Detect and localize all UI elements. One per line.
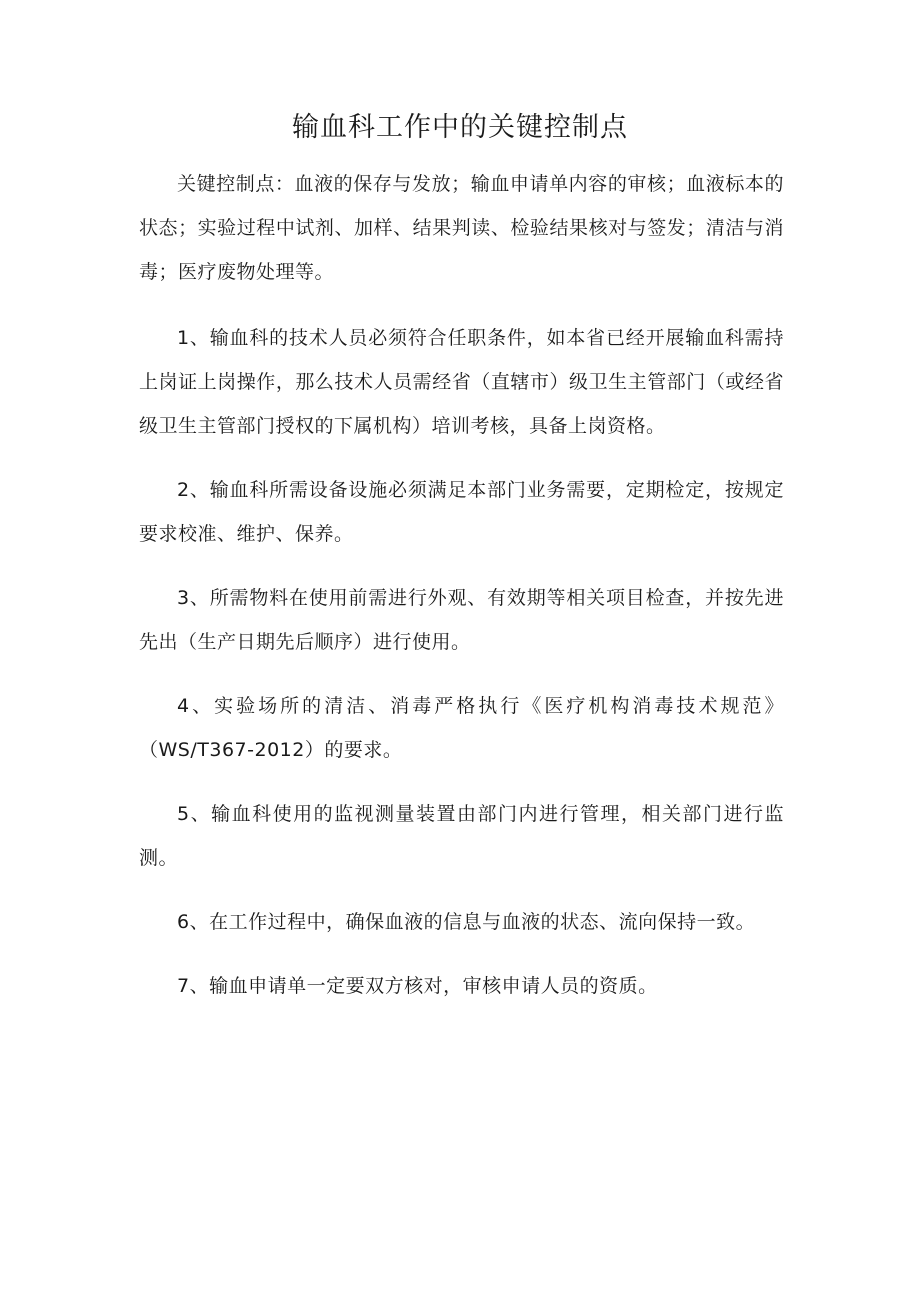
list-item-1: 1、输血科的技术人员必须符合任职条件，如本省已经开展输血科需持上岗证上岗操作，那么技术人员需经省（直辖市）级卫生主管部门（或经省级卫生主管部门授权的下属机构）培训考核，具备上岗资格。 — [139, 327, 784, 437]
list-item-2: 2、输血科所需设备设施必须满足本部门业务需要，定期检定，按规定要求校准、维护、保养。 — [139, 479, 784, 545]
intro-paragraph: 关键控制点：血液的保存与发放；输血申请单内容的审核；血液标本的状态；实验过程中试剂、加样、结果判读、检验结果核对与签发；清洁与消毒；医疗废物处理等。 — [139, 173, 784, 283]
list-item-6: 6、在工作过程中，确保血液的信息与血液的状态、流向保持一致。 — [177, 911, 756, 933]
document-title: 输血科工作中的关键控制点 — [292, 112, 628, 143]
document-body — [139, 162, 784, 1028]
list-item-4: 4、实验场所的清洁、消毒严格执行《医疗机构消毒技术规范》（WS/T367-2012）的要求。 — [139, 695, 784, 761]
list-item-5: 5、输血科使用的监视测量装置由部门内进行管理，相关部门进行监测。 — [139, 803, 784, 869]
list-item-7: 7、输血申请单一定要双方核对，审核申请人员的资质。 — [177, 975, 658, 997]
list-item-3: 3、所需物料在使用前需进行外观、有效期等相关项目检查，并按先进先出（生产日期先后顺序）进行使用。 — [139, 587, 784, 653]
